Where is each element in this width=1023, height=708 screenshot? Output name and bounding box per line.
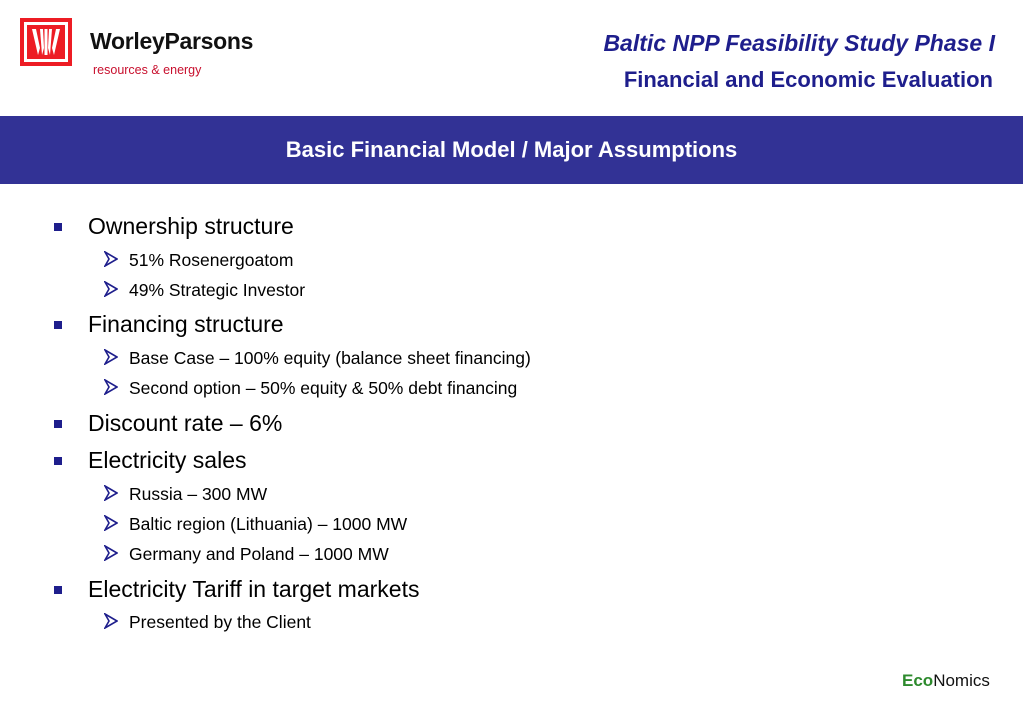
sub-list-item-text: Presented by the Client <box>129 612 311 632</box>
square-bullet-icon <box>54 321 62 329</box>
sub-list-item-text: 51% Rosenergoatom <box>129 250 294 270</box>
sub-list-item-text: 49% Strategic Investor <box>129 280 306 300</box>
list-item-text: Ownership structure <box>88 213 294 239</box>
section-banner <box>0 116 1023 184</box>
arrow-bullet-icon <box>104 545 118 561</box>
eco-logo-prefix: Eco <box>902 671 934 690</box>
square-bullet-icon <box>54 420 62 428</box>
arrow-bullet-icon <box>104 251 118 267</box>
document-subtitle: Financial and Economic Evaluation <box>623 67 993 92</box>
economics-logo <box>902 671 990 691</box>
worleyparsons-logo <box>20 18 72 66</box>
square-bullet-icon <box>54 586 62 594</box>
list-item-text: Electricity sales <box>88 447 247 473</box>
arrow-bullet-icon <box>104 281 118 297</box>
eco-logo-suffix: Nomics <box>933 671 990 690</box>
arrow-bullet-icon <box>104 613 118 629</box>
logo-mark-icon <box>20 18 72 66</box>
arrow-bullet-icon <box>104 379 118 395</box>
section-title: Basic Financial Model / Major Assumptions <box>285 137 738 162</box>
list-item-text: Financing structure <box>88 311 284 337</box>
arrow-bullet-icon <box>104 515 118 531</box>
list-item-text: Discount rate – 6% <box>88 410 283 436</box>
brand-tagline: resources & energy <box>93 63 202 77</box>
document-title: Baltic NPP Feasibility Study Phase I <box>603 30 995 56</box>
sub-list-item-text: Russia – 300 MW <box>129 484 268 504</box>
sub-list-item-text: Germany and Poland – 1000 MW <box>129 544 389 564</box>
arrow-bullet-icon <box>104 349 118 365</box>
sub-list-item-text: Base Case – 100% equity (balance sheet financing) <box>129 348 531 368</box>
square-bullet-icon <box>54 457 62 465</box>
sub-list-item-text: Second option – 50% equity & 50% debt financing <box>129 378 518 398</box>
square-bullet-icon <box>54 223 62 231</box>
brand-name: WorleyParsons <box>90 28 254 54</box>
list-item-text: Electricity Tariff in target markets <box>88 576 420 602</box>
sub-list-item-text: Baltic region (Lithuania) – 1000 MW <box>129 514 408 534</box>
arrow-bullet-icon <box>104 485 118 501</box>
